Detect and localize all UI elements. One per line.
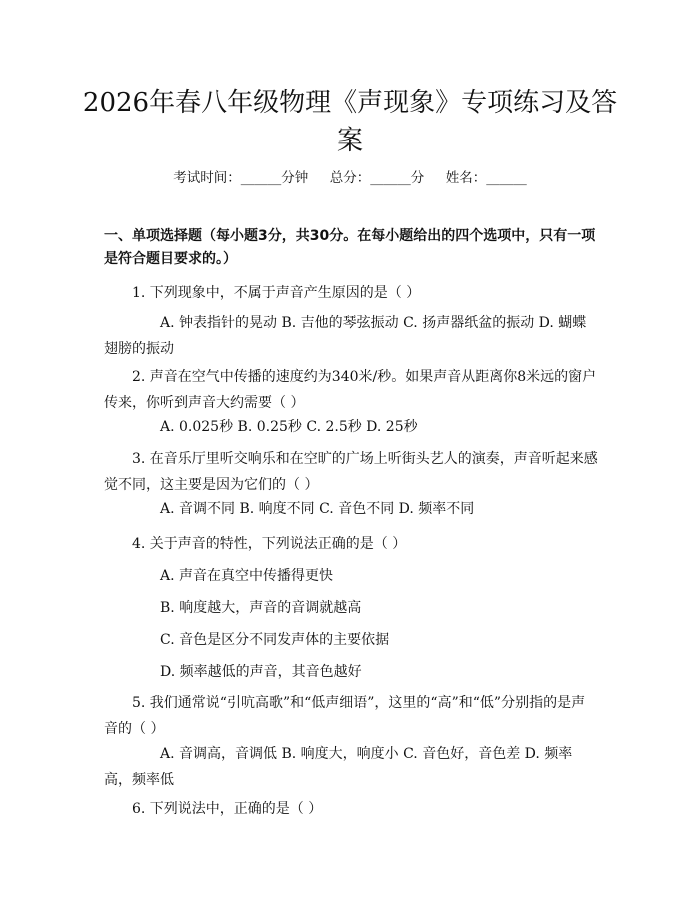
question-4-option-a: A. 声音在真空中传播得更快 — [160, 568, 334, 584]
question-5-stem: 5. 我们通常说“引吭高歌”和“低声细语”，这里的“高”和“低”分别指的是声音的（ ） — [104, 695, 586, 737]
question-1-options: A. 钟表指针的晃动 B. 吉他的琴弦振动 C. 扬声器纸盆的振动 D. 蝴蝶翅膀的振动 — [104, 315, 587, 357]
document-title: 2026年春八年级物理《声现象》专项练习及答案 — [82, 88, 618, 156]
question-5-options: A. 音调高，音调低 B. 响度大，响度小 C. 音色好，音色差 D. 频率高，频率低 — [104, 746, 573, 788]
question-4-stem: 4. 关于声音的特性，下列说法正确的是（ ） — [132, 536, 407, 552]
question-2-options: A. 0.025秒 B. 0.25秒 C. 2.5秒 D. 25秒 — [160, 419, 418, 435]
question-1-stem: 1. 下列现象中，不属于声音产生原因的是（ ） — [132, 285, 421, 301]
question-4-option-b: B. 响度越大，声音的音调就越高 — [160, 600, 362, 616]
question-4-option-c: C. 音色是区分不同发声体的主要依据 — [160, 632, 390, 648]
question-3-stem: 3. 在音乐厅里听交响乐和在空旷的广场上听街头艺人的演奏，声音听起来感觉不同，这主要是因为它们的（ ） — [104, 451, 598, 493]
question-6-stem: 6. 下列说法中，正确的是（ ） — [132, 801, 323, 817]
question-4-option-d: D. 频率越低的声音，其音色越好 — [160, 664, 362, 680]
question-3-options: A. 音调不同 B. 响度不同 C. 音色不同 D. 频率不同 — [160, 501, 475, 517]
question-2-stem: 2. 声音在空气中传播的速度约为340米/秒。如果声音从距离你8米远的窗户传来，你听到声音大约需要（ ） — [104, 369, 597, 411]
section-heading-single-choice: 一、单项选择题（每小题3分，共30分。在每小题给出的四个选项中，只有一项是符合题目要求的。） — [104, 228, 596, 267]
exam-info-line: 考试时间：______分钟 总分：______分 姓名：______ — [173, 170, 527, 186]
